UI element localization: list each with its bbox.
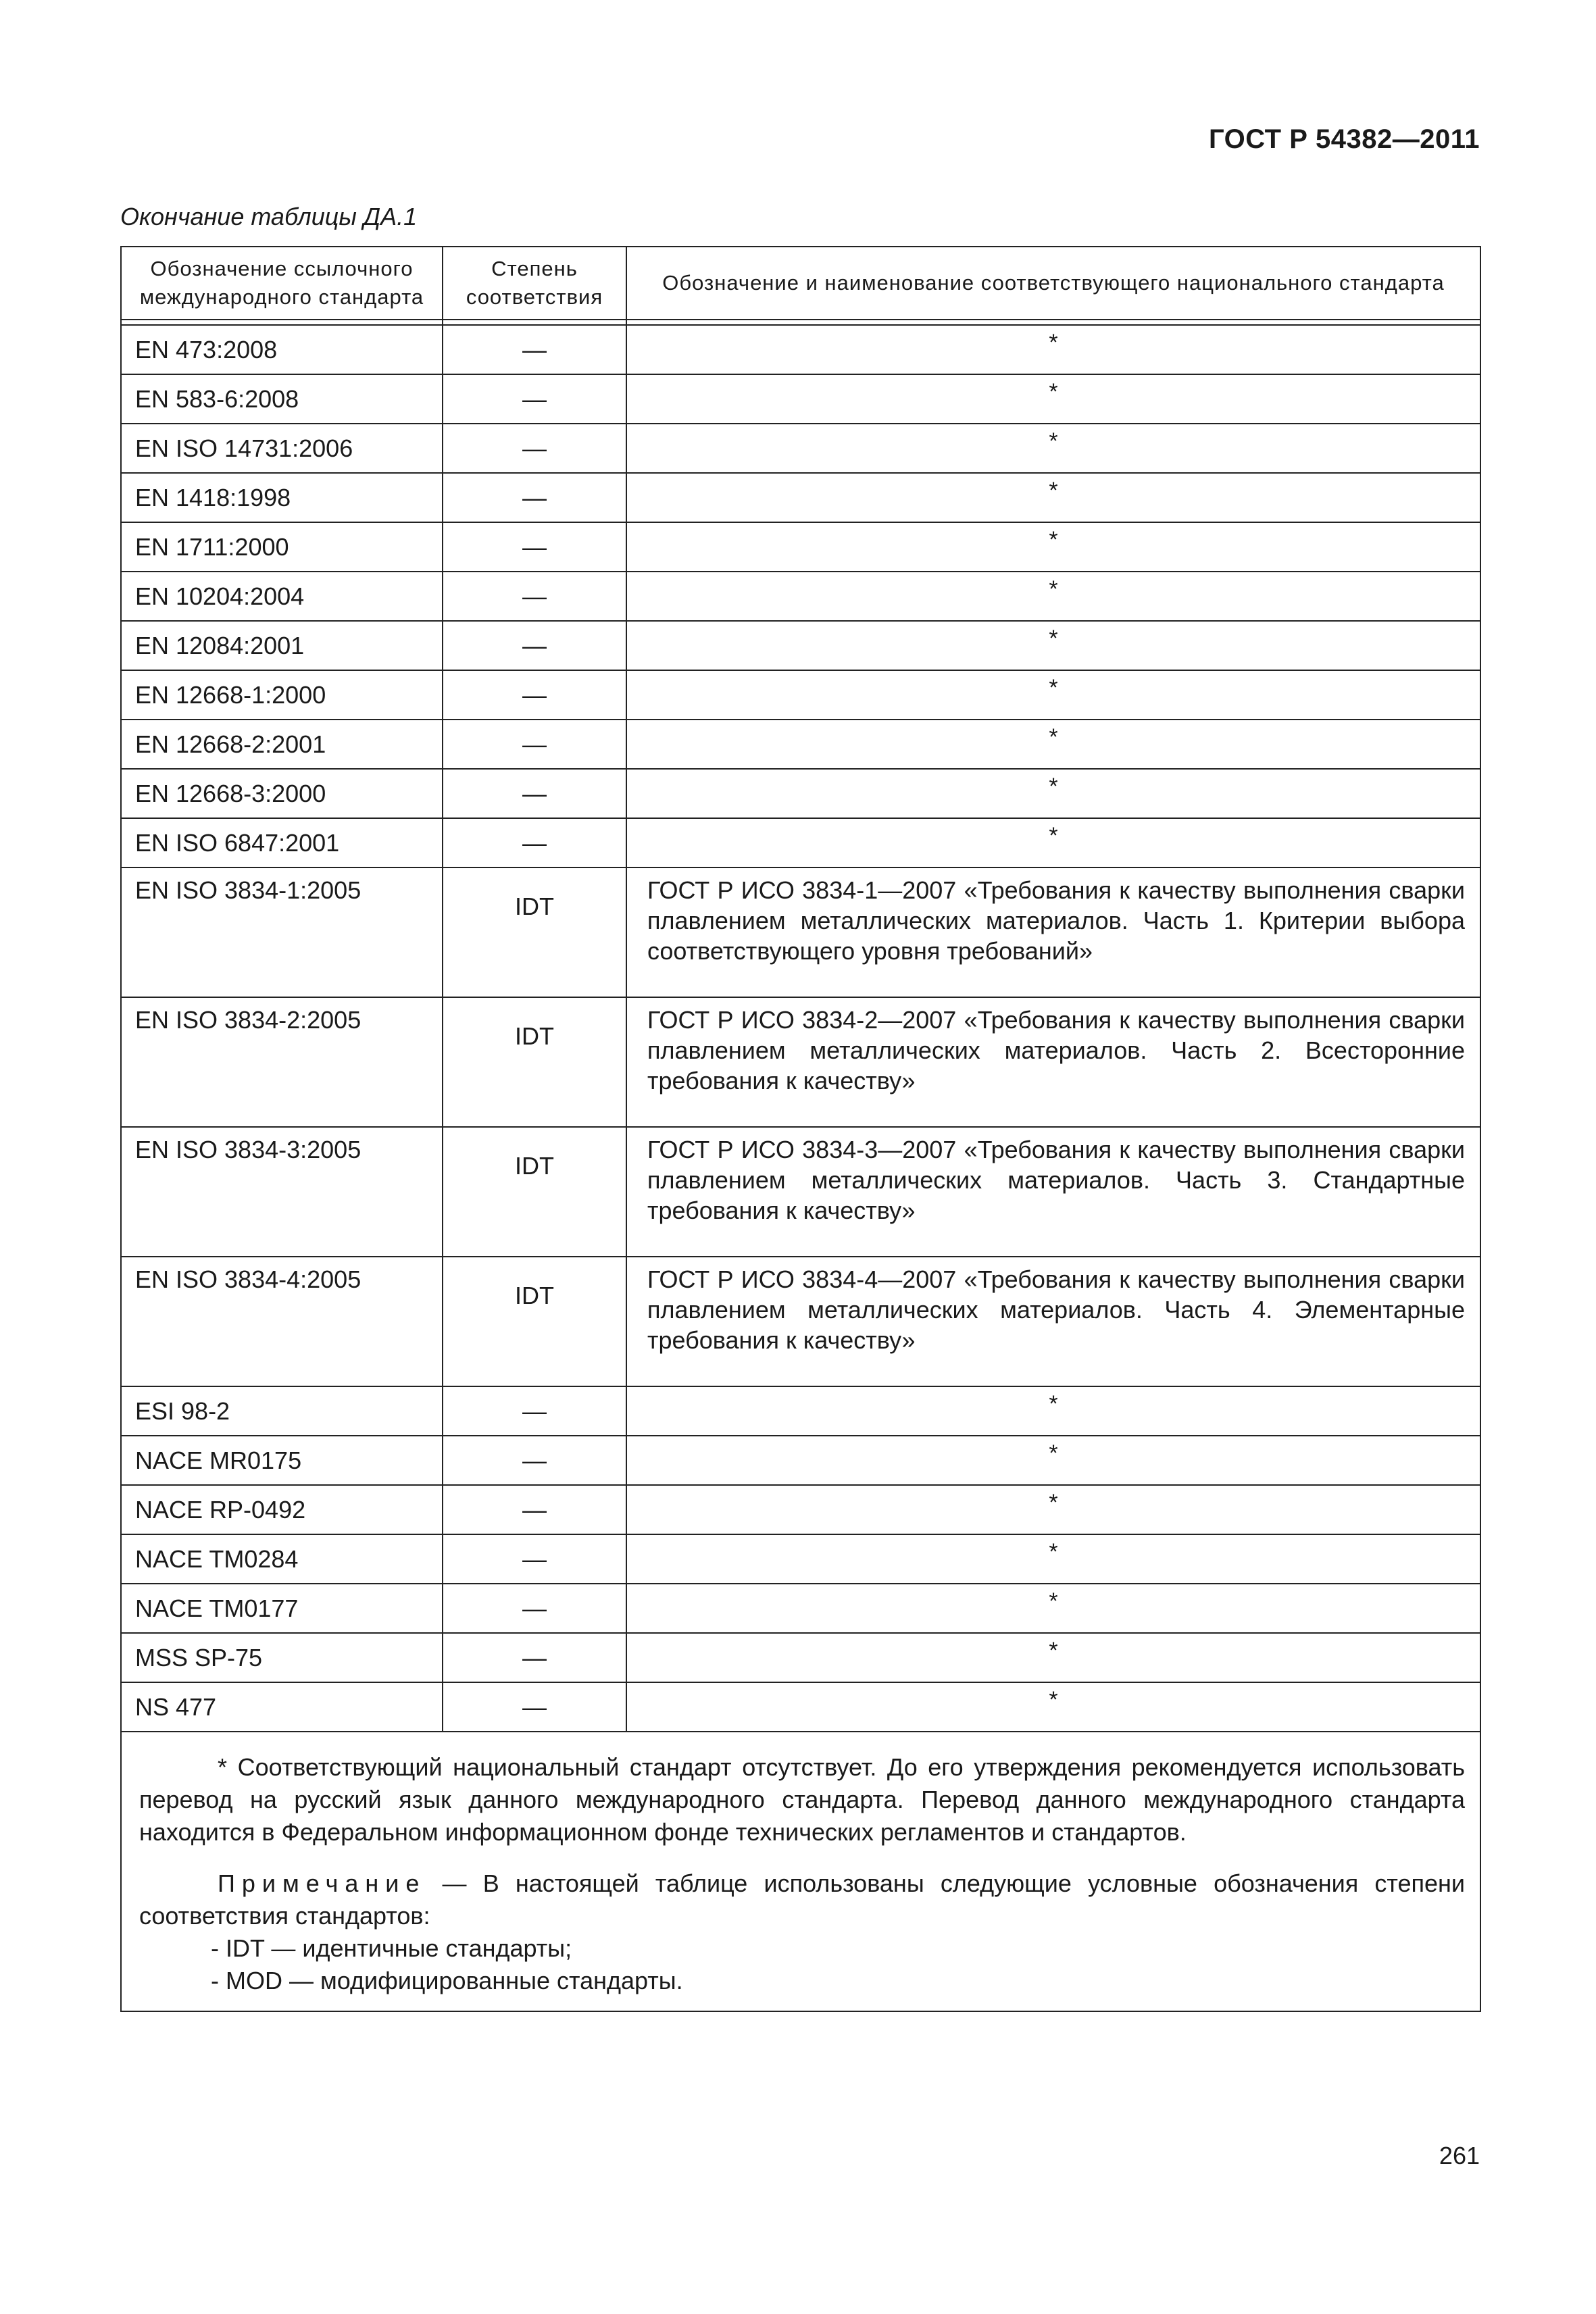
international-standard-code: EN 12668-2:2001: [121, 720, 443, 769]
international-standard-code: EN ISO 3834-2:2005: [121, 997, 443, 1127]
table-row: [121, 374, 1480, 424]
conformity-degree: —: [443, 325, 626, 374]
column-header-degree: Степень соответствия: [443, 247, 626, 320]
international-standard-code: EN 12084:2001: [121, 621, 443, 670]
note-paragraph: [139, 1867, 1465, 1932]
national-standard: *: [626, 1682, 1480, 1732]
table-row: [121, 818, 1480, 867]
column-header-international: Обозначение ссылочного международного стандарта: [121, 247, 443, 320]
international-standard-code: EN ISO 3834-4:2005: [121, 1257, 443, 1386]
table-row: [121, 769, 1480, 818]
international-standard-code: EN 583-6:2008: [121, 374, 443, 424]
table-notes: [121, 1732, 1480, 2011]
table-row: [121, 621, 1480, 670]
table-row: [121, 1127, 1480, 1257]
conformity-degree: —: [443, 374, 626, 424]
table-row: [121, 720, 1480, 769]
national-standard: *: [626, 325, 1480, 374]
table-row: [121, 1682, 1480, 1732]
table-caption: Окончание таблицы ДА.1: [120, 203, 418, 230]
conformity-degree: —: [443, 572, 626, 621]
national-standard: *: [626, 1534, 1480, 1584]
conformity-degree: —: [443, 1534, 626, 1584]
conformity-degree: IDT: [443, 1127, 626, 1257]
national-standard: *: [626, 374, 1480, 424]
conformity-degree: —: [443, 1386, 626, 1436]
table-row: [121, 867, 1480, 997]
international-standard-code: EN 12668-1:2000: [121, 670, 443, 720]
conformity-degree: —: [443, 1584, 626, 1633]
national-standard: ГОСТ Р ИСО 3834-1—2007 «Требования к качеству выполнения сварки плавлением металлических материалов. Часть 1. Критерии выбора соответствующего уровня требований»: [626, 867, 1480, 997]
international-standard-code: NACE MR0175: [121, 1436, 443, 1485]
conformity-degree: —: [443, 670, 626, 720]
international-standard-code: NACE TM0284: [121, 1534, 443, 1584]
national-standard: *: [626, 818, 1480, 867]
international-standard-code: NACE RP-0492: [121, 1485, 443, 1534]
table-row: [121, 1436, 1480, 1485]
column-header-national: Обозначение и наименование соответствующего национального стандарта: [626, 247, 1480, 320]
international-standard-code: NS 477: [121, 1682, 443, 1732]
table-row: [121, 1584, 1480, 1633]
national-standard: ГОСТ Р ИСО 3834-4—2007 «Требования к качеству выполнения сварки плавлением металлических материалов. Часть 4. Элементарные требования к качеству»: [626, 1257, 1480, 1386]
note-label: Примечание: [218, 1869, 426, 1897]
table-row: [121, 670, 1480, 720]
international-standard-code: ESI 98-2: [121, 1386, 443, 1436]
footnote-text: * Соответствующий национальный стандарт отсутствует. До его утверждения рекомендуется использовать перевод на русский язык данного международного стандарта. Перевод данного международного стандарта находится в Федеральном информационном фонде технических регламентов и стандартов.: [139, 1753, 1465, 1846]
international-standard-code: EN ISO 14731:2006: [121, 424, 443, 473]
table-body: [121, 325, 1480, 1732]
document-code: ГОСТ Р 54382—2011: [1209, 124, 1480, 154]
national-standard: *: [626, 1436, 1480, 1485]
international-standard-code: EN 12668-3:2000: [121, 769, 443, 818]
conformity-degree: —: [443, 769, 626, 818]
national-standard: *: [626, 473, 1480, 522]
international-standard-code: EN 1418:1998: [121, 473, 443, 522]
conformity-degree: —: [443, 424, 626, 473]
national-standard: *: [626, 1584, 1480, 1633]
note-item-idt: - IDT — идентичные стандарты;: [211, 1934, 572, 1962]
table-footer-row: [121, 1732, 1480, 2011]
table-row: [121, 1485, 1480, 1534]
conformity-degree: —: [443, 1436, 626, 1485]
table-row: [121, 1633, 1480, 1682]
conformity-degree: IDT: [443, 1257, 626, 1386]
national-standard: *: [626, 572, 1480, 621]
table-row: [121, 424, 1480, 473]
international-standard-code: MSS SP-75: [121, 1633, 443, 1682]
conformity-degree: —: [443, 720, 626, 769]
conformity-degree: —: [443, 473, 626, 522]
table-row: [121, 1534, 1480, 1584]
table-row: [121, 997, 1480, 1127]
international-standard-code: NACE TM0177: [121, 1584, 443, 1633]
international-standard-code: EN ISO 6847:2001: [121, 818, 443, 867]
international-standard-code: EN 473:2008: [121, 325, 443, 374]
table-row: [121, 1386, 1480, 1436]
table-row: [121, 1257, 1480, 1386]
conformity-degree: —: [443, 1633, 626, 1682]
table-row: [121, 572, 1480, 621]
international-standard-code: EN ISO 3834-3:2005: [121, 1127, 443, 1257]
conformity-degree: —: [443, 1682, 626, 1732]
header-separator: [121, 320, 1480, 325]
national-standard: *: [626, 1386, 1480, 1436]
national-standard: *: [626, 621, 1480, 670]
national-standard: *: [626, 424, 1480, 473]
national-standard: *: [626, 1633, 1480, 1682]
conformity-degree: —: [443, 1485, 626, 1534]
table-row: [121, 522, 1480, 572]
international-standard-code: EN ISO 3834-1:2005: [121, 867, 443, 997]
standards-table: [120, 246, 1481, 2012]
table-row: [121, 473, 1480, 522]
international-standard-code: EN 10204:2004: [121, 572, 443, 621]
national-standard: ГОСТ Р ИСО 3834-3—2007 «Требования к качеству выполнения сварки плавлением металлических материалов. Часть 3. Стандартные требования к качеству»: [626, 1127, 1480, 1257]
national-standard: *: [626, 769, 1480, 818]
national-standard: *: [626, 1485, 1480, 1534]
page-number: 261: [1439, 2142, 1480, 2169]
note-item-mod: - MOD — модифицированные стандарты.: [211, 1967, 683, 1994]
table-header-row: [121, 247, 1480, 320]
conformity-degree: IDT: [443, 867, 626, 997]
conformity-degree: —: [443, 621, 626, 670]
international-standard-code: EN 1711:2000: [121, 522, 443, 572]
table-row: [121, 325, 1480, 374]
conformity-degree: IDT: [443, 997, 626, 1127]
national-standard: *: [626, 522, 1480, 572]
national-standard: *: [626, 670, 1480, 720]
conformity-degree: —: [443, 522, 626, 572]
note-text: — В настоящей таблице использованы следующие условные обозначения степени соответствия стандартов:: [139, 1869, 1465, 1930]
national-standard: ГОСТ Р ИСО 3834-2—2007 «Требования к качеству выполнения сварки плавлением металлических материалов. Часть 2. Всесторонние требования к качеству»: [626, 997, 1480, 1127]
conformity-degree: —: [443, 818, 626, 867]
national-standard: *: [626, 720, 1480, 769]
